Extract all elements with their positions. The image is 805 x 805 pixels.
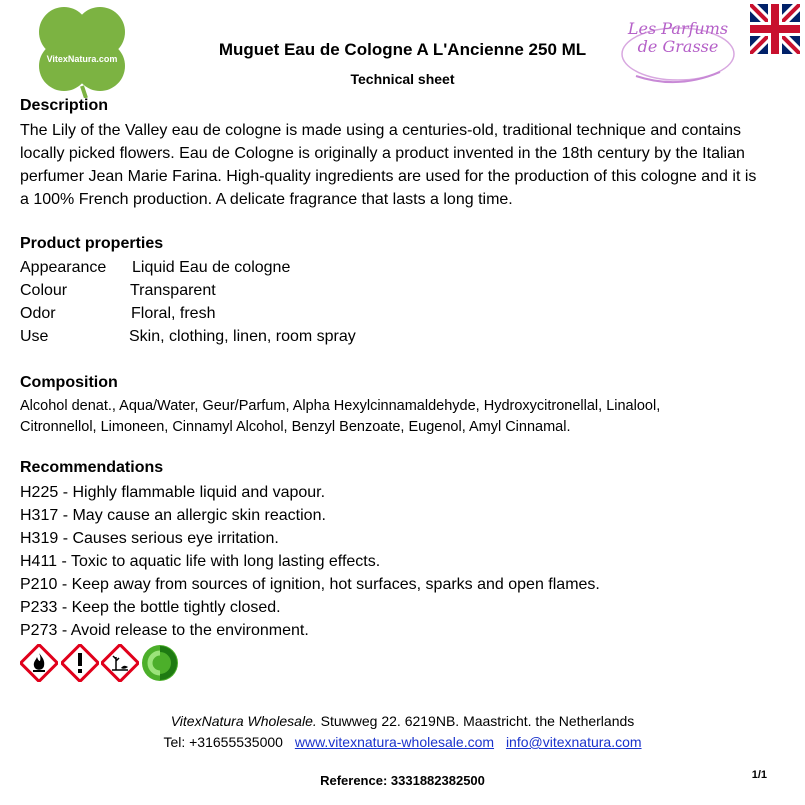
description-line: locally picked flowers. Eau de Cologne is originally a product invented in the 18th century by the Italian: [20, 145, 745, 162]
page-title-text: Muguet Eau de Cologne A L'Ancienne 250 ML: [218, 40, 587, 59]
recommendation-item: P210 - Keep away from sources of ignition, hot surfaces, sparks and open flames.: [20, 576, 600, 593]
logo-right-text: Les Parfums de Grasse: [627, 19, 729, 56]
recommendation-item: P273 - Avoid release to the environment.: [20, 622, 309, 639]
description-heading: Description: [20, 97, 109, 114]
property-key: Odor: [20, 305, 56, 322]
exclamation-hazard-icon: [61, 644, 99, 682]
environment-hazard-icon: [101, 644, 139, 682]
property-key: Appearance: [20, 259, 107, 276]
flame-hazard-icon: [20, 644, 58, 682]
description-text: [20, 119, 790, 211]
page-subtitle: Technical sheet: [350, 71, 455, 87]
description-line: a 100% French production. A delicate fragrance that lasts a long time.: [20, 191, 513, 208]
page-number: 1/1: [751, 769, 767, 781]
logo-left-text: VitexNatura.com: [46, 54, 118, 64]
reference-number: Reference: 3331882382500: [320, 773, 485, 788]
composition-line: Alcohol denat., Aqua/Water, Geur/Parfum, Alpha Hexylcinnamaldehyde, Hydroxycitronellal, Linalool,: [20, 398, 661, 414]
page-title: [0, 40, 805, 60]
recommendations-heading: Recommendations: [20, 459, 164, 476]
property-value: Liquid Eau de cologne: [132, 259, 291, 276]
description-line: The Lily of the Valley eau de cologne is made using a centuries-old, traditional technique and contains: [20, 122, 742, 139]
composition-heading: Composition: [20, 374, 118, 391]
recommendation-item: H225 - Highly flammable liquid and vapour.: [20, 484, 326, 501]
property-key: Use: [20, 328, 49, 345]
footer-phone: Tel: +31655535000: [163, 734, 283, 750]
email-link[interactable]: info@vitexnatura.com: [505, 734, 642, 750]
recommendation-item: H319 - Causes serious eye irritation.: [20, 530, 279, 547]
website-link[interactable]: www.vitexnatura-wholesale.com: [294, 734, 495, 750]
properties-heading: Product properties: [20, 235, 164, 252]
recommendation-item: H411 - Toxic to aquatic life with long lasting effects.: [20, 553, 381, 570]
property-value: Floral, fresh: [131, 305, 216, 322]
footer-company: VitexNatura Wholesale.: [170, 713, 317, 729]
recommendation-item: P233 - Keep the bottle tightly closed.: [20, 599, 281, 616]
property-value: Skin, clothing, linen, room spray: [129, 328, 356, 345]
property-key: Colour: [20, 282, 68, 299]
description-line: perfumer Jean Marie Farina. High-quality ingredients are used for the production of this cologne and it is: [20, 168, 757, 185]
property-value: Transparent: [130, 282, 216, 299]
green-dot-recycling-icon: [141, 644, 179, 682]
footer-contact: [0, 734, 805, 750]
footer-address: [0, 713, 805, 729]
recommendation-item: H317 - May cause an allergic skin reaction.: [20, 507, 326, 524]
composition-line: Citronnellol, Limoneen, Cinnamyl Alcohol, Benzyl Benzoate, Eugenol, Amyl Cinnamal.: [20, 419, 571, 435]
footer-address-text: Stuwweg 22. 6219NB. Maastricht. the Netherlands: [316, 713, 635, 729]
